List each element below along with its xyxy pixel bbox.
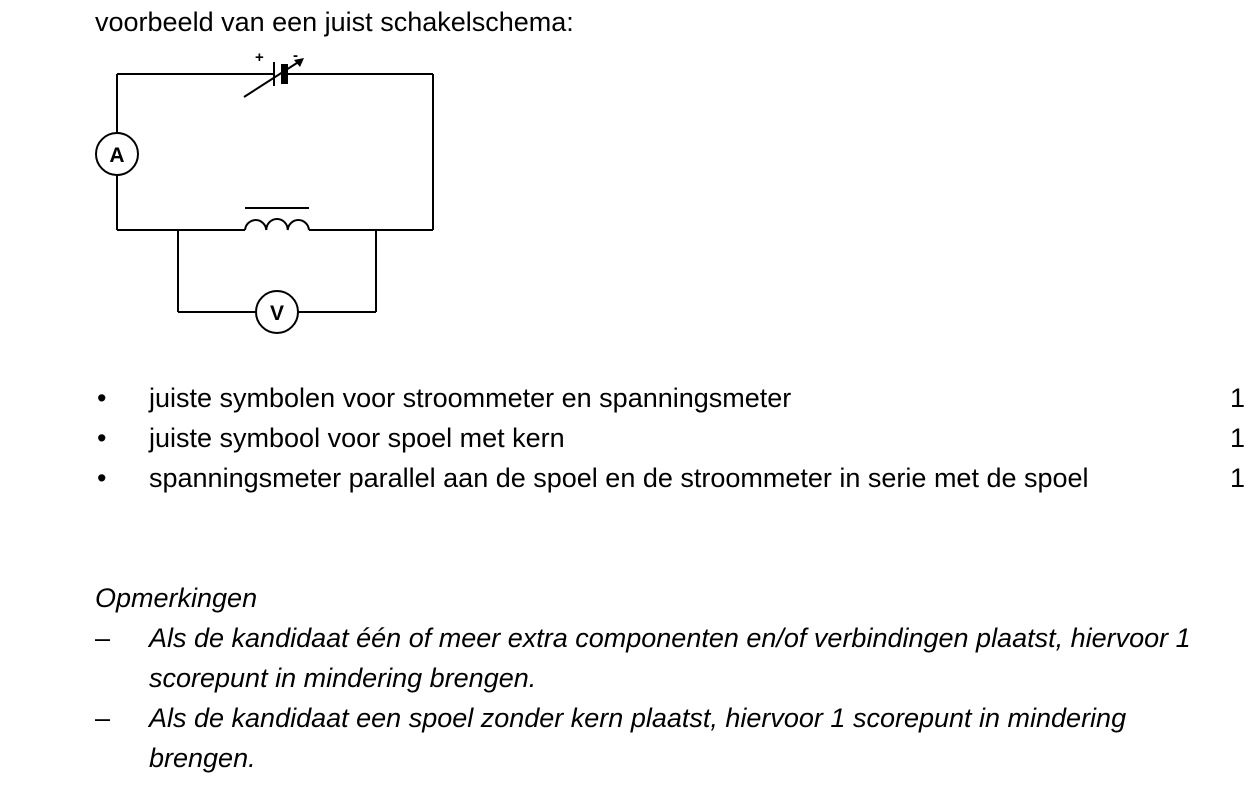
remark-text: Als de kandidaat één of meer extra componenten en/of verbindingen plaatst, hiervoor 1 scorepunt in mindering brengen.: [149, 623, 1191, 693]
intro-text: voorbeeld van een juist schakelschema:: [95, 7, 574, 37]
battery-plus-label: +: [255, 49, 264, 66]
dash: –: [95, 703, 111, 733]
bullet: •: [97, 423, 107, 453]
ammeter-label: A: [109, 144, 125, 167]
remark-text: Als de kandidaat een spoel zonder kern plaatst, hiervoor 1 scorepunt in mindering brengen.: [149, 703, 1127, 773]
circuit-diagram: [0, 0, 460, 345]
variable-battery-icon: [244, 47, 304, 97]
dash: –: [95, 623, 111, 653]
voltmeter-icon: [256, 291, 298, 333]
criterion-text: juiste symbool voor spoel met kern: [149, 423, 565, 453]
remarks-title: Opmerkingen: [95, 583, 258, 613]
criterion-row: [95, 378, 1245, 418]
criterion-score: 1: [1229, 423, 1245, 453]
remark-item: [95, 698, 1215, 778]
criterion-row: [95, 458, 1245, 498]
criterion-row: [95, 418, 1245, 458]
criterion-text: juiste symbolen voor stroommeter en spanningsmeter: [149, 383, 792, 413]
criterion-score: 1: [1229, 463, 1245, 493]
remark-item: [95, 618, 1215, 698]
coil-with-core-icon: [245, 208, 309, 230]
scoring-criteria: [95, 378, 1245, 498]
ammeter-icon: [96, 133, 138, 175]
bullet: •: [97, 463, 107, 493]
voltmeter-label: V: [269, 302, 285, 325]
bullet: •: [97, 383, 107, 413]
criterion-text: spanningsmeter parallel aan de spoel en de stroommeter in serie met de spoel: [149, 463, 1089, 493]
battery-minus-label: -: [293, 47, 298, 64]
criterion-score: 1: [1229, 383, 1245, 413]
remarks-section: [95, 578, 1215, 778]
